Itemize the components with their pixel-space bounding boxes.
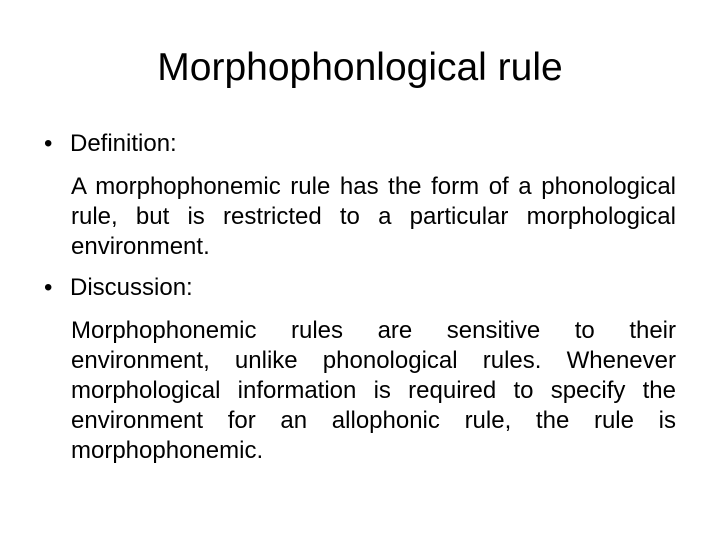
bullet-label-discussion: Discussion: [70, 274, 193, 301]
slide-title: Morphophonlogical rule [157, 46, 563, 89]
discussion-paragraph: Morphophonemic rules are sensitive to their environment, unlike phonological rules. Whenever morphological information is required to specify the environment for an allophonic rule, the rule is morphophonemic. [71, 317, 676, 464]
definition-paragraph: A morphophonemic rule has the form of a phonological rule, but is restricted to a particular morphological environment. [71, 173, 676, 260]
bullet-marker: • [44, 274, 53, 301]
bullet-label-definition: Definition: [70, 130, 177, 157]
bullet-marker: • [44, 130, 53, 157]
